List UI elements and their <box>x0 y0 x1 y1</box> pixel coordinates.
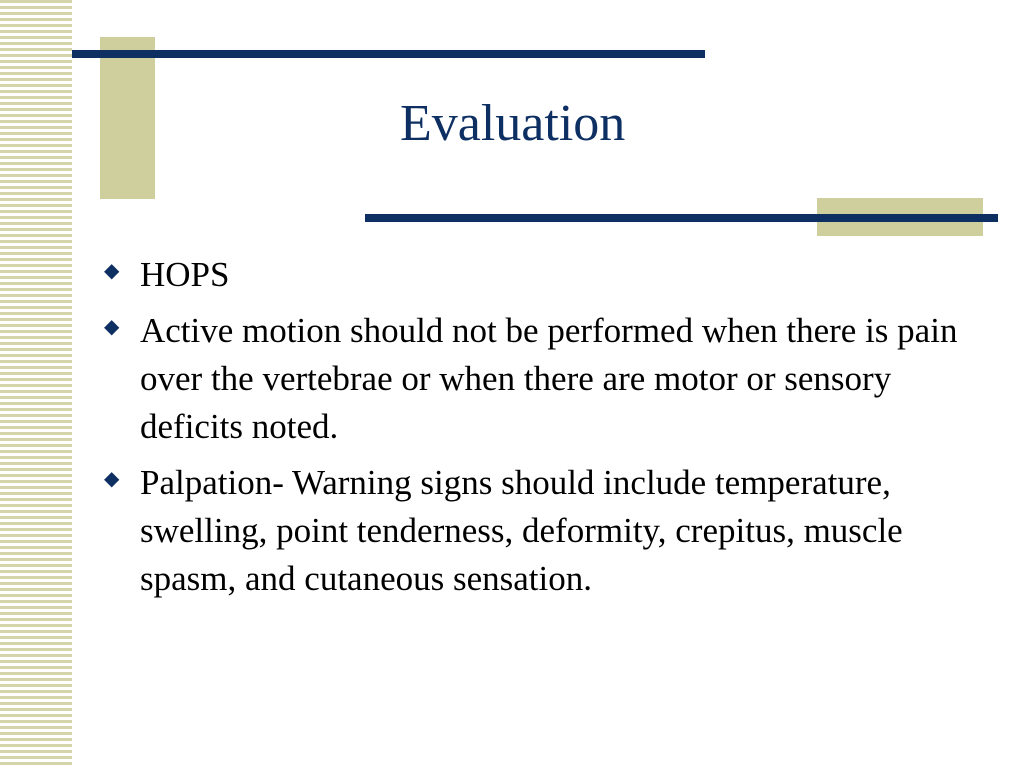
title-rule-bottom <box>365 214 998 222</box>
bullet-text: HOPS <box>140 255 230 294</box>
bullet-list <box>104 251 984 611</box>
title-rule-top <box>72 50 705 58</box>
bullet-item <box>104 459 984 603</box>
decorative-stripe-band <box>0 0 72 768</box>
diamond-bullet-icon: ◆ <box>104 316 120 338</box>
bullet-item <box>104 251 984 299</box>
diamond-bullet-icon: ◆ <box>104 260 120 282</box>
slide-title: Evaluation <box>400 95 626 152</box>
decorative-accent-block-left <box>100 37 155 199</box>
diamond-bullet-icon: ◆ <box>104 468 120 490</box>
bullet-item <box>104 307 984 451</box>
bullet-text: Palpation- Warning signs should include temperature, swelling, point tenderness, deformity, crepitus, muscle spasm, and cutaneous sensation. <box>140 463 903 598</box>
bullet-text: Active motion should not be performed when there is pain over the vertebrae or when there are motor or sensory deficits noted. <box>140 311 958 446</box>
